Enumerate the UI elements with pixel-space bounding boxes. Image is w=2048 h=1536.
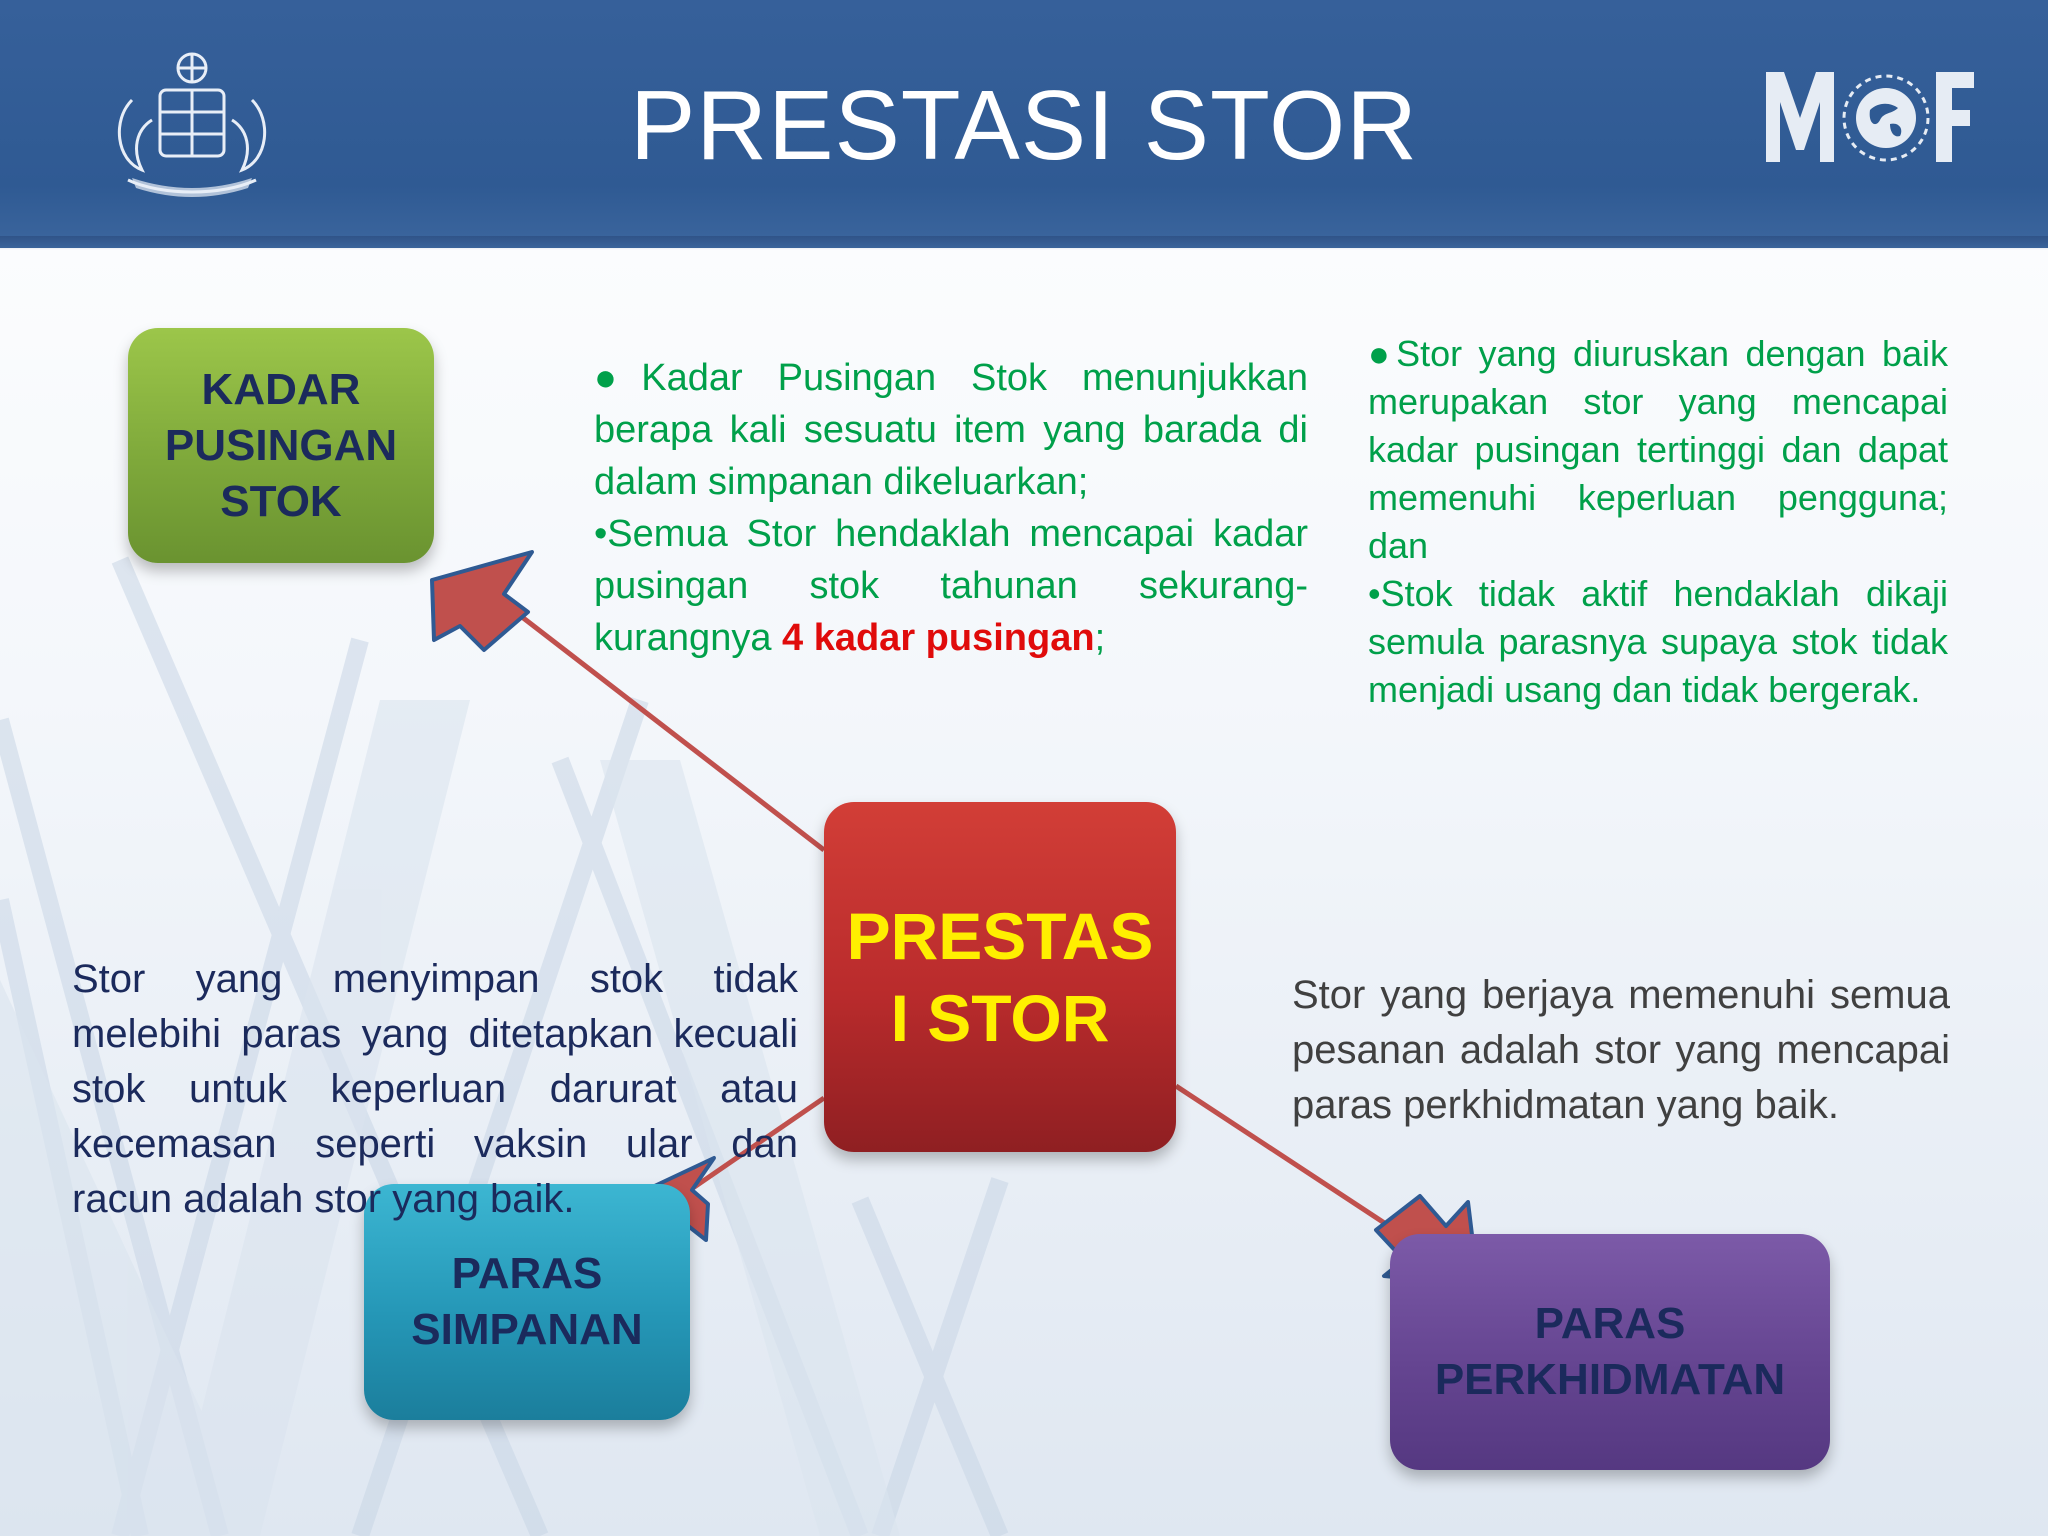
node-kadar-line3: STOK	[220, 476, 342, 526]
node-center-line2: I STOR	[890, 981, 1110, 1055]
text-kadar-pusingan	[594, 352, 1308, 664]
node-kadar-line1: KADAR	[201, 364, 361, 414]
node-kadar-line2: PUSINGAN	[164, 420, 398, 470]
node-paras-perkhidmatan	[1390, 1234, 1830, 1470]
text-kadar-para2-prefix: •Semua Stor hendaklah mencapai kadar pusingan stok tahunan sekurang-kurangnya	[594, 513, 1308, 659]
text-paras-perkhidmatan: Stor yang berjaya memenuhi semua pesanan adalah stor yang mencapai paras perkhidmatan yang baik.	[1292, 973, 1950, 1127]
text-stor-baik	[1368, 330, 1948, 714]
text-kadar-para2	[594, 508, 1308, 664]
text-paras-simpanan: Stor yang menyimpan stok tidak melebihi paras yang ditetapkan kecuali stok untuk keperluan darurat atau kecemasan seperti vaksin ular dan racun adalah stor yang baik.	[72, 957, 798, 1221]
text-kadar-para2-suffix: ;	[1094, 617, 1106, 659]
node-simpanan-line1: PARAS	[451, 1249, 603, 1298]
node-prestasi-stor	[824, 802, 1176, 1152]
text-kadar-para1: ●Kadar Pusingan Stok menunjukkan berapa kali sesuatu item yang barada di dalam simpanan dikeluarkan;	[594, 357, 1308, 503]
text-kadar-highlight: 4 kadar pusingan	[782, 617, 1095, 659]
text-stor-baik-para2: •Stok tidak aktif hendaklah dikaji semula parasnya supaya stok tidak menjadi usang dan tidak bergerak.	[1368, 573, 1948, 710]
arrow-head-kadar-icon	[432, 552, 532, 650]
node-center-line1: PRESTAS	[846, 899, 1154, 973]
node-perkhidmatan-line1: PARAS	[1534, 1299, 1686, 1348]
node-perkhidmatan-line2: PERKHIDMATAN	[1434, 1355, 1786, 1404]
text-stor-baik-para1: ●Stor yang diuruskan dengan baik merupakan stor yang mencapai kadar pusingan tertinggi dan dapat memenuhi keperluan pengguna; dan	[1368, 333, 1948, 566]
page-title: PRESTASI STOR	[629, 70, 1419, 180]
node-simpanan-line2: SIMPANAN	[411, 1305, 643, 1354]
node-kadar-pusingan-stok	[128, 328, 434, 563]
